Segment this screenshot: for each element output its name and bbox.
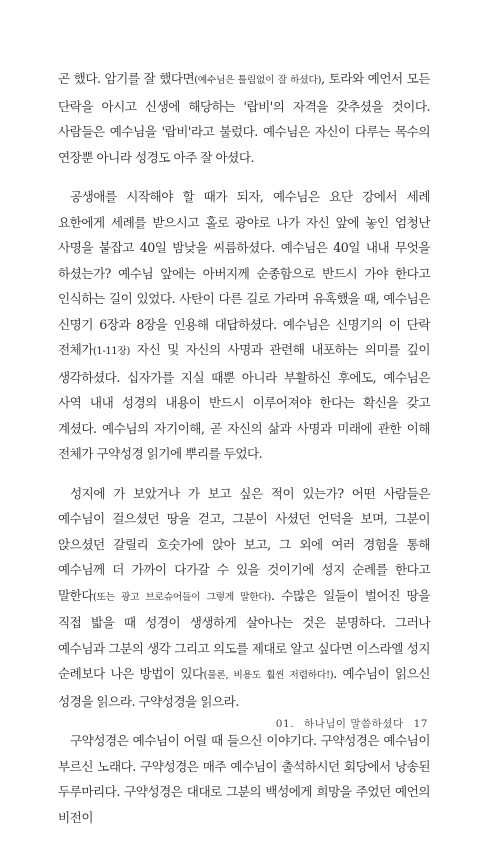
- text-segment: 성지에 가 보았거나 가 보고 싶은 적이 있는가? 어떤 사람들은 예수님이 걸으셨던 땅을 걷고, 그분이 사셨던 언덕을 보며, 그분이 앉으셨던 갈릴리 호숫가에 앉아 보고, 그 외에 여러 경험을 통해 예수님께 더 가까이 다가갈 수 있을 것이기에 성지 순례를 한다고 말한다: [58, 485, 430, 603]
- parenthetical-note: (물론, 비용도 훨씬 저렴하다!): [203, 670, 334, 681]
- text-segment: 구약성경은 예수님이 어릴 때 들으신 이야기다. 구약성경은 예수님이 부르신 노래다. 구약성경은 매주 예수님이 출석하시던 회당에서 낭송된 두루마리다. 구약성경은 대대로 그분의 백성에게 희망을 주었던 예언의 비전이: [58, 733, 430, 825]
- paragraph-4: [58, 728, 430, 830]
- parenthetical-note: (또는 광고 브로슈어들이 그렇게 말한다): [93, 591, 272, 603]
- paragraph-2: [58, 184, 430, 467]
- paragraph-3: [58, 481, 430, 715]
- text-segment: . 수많은 일들이 벌어진 땅을 직접 밟을 때 성경이 생생하게 살아나는 것은 분명하다. 그러나 예수님과 그분의 생각 그리고 의도를 제대로 알고 싶다면 이스라엘 성지 순례보다 나은 방법이 있다: [58, 587, 431, 681]
- text-segment: 공생애를 시작해야 할 때가 되자, 예수님은 요단 강에서 세례 요한에게 세례를 받으시고 홀로 광야로 나가 자신 앞에 놓인 엄청난 사명을 붙잡고 40일 밤낮을 씨름하셨다. 예수님은 40일 내내 무엇을 하셨는가? 예수님 앞에는 아버지께 순종함으로 반드시 가야 한다고 인식하는 길이 있었다. 사탄이 다른 길로 가라며 유혹했을 때, 예수님은 신명기 6장과 8장을 인용해 대답하셨다. 예수님은 신명기의 이 단락 전체가: [58, 189, 430, 357]
- text-segment: 자신 및 자신의 사명과 관련해 내포하는 의미를 깊이 생각하셨다. 십자가를 지실 때뿐 아니라 부활하신 후에도, 예수님은 사역 내내 성경의 내용이 반드시 이루어져야 한다는 확신을 갖고 계셨다. 예수님의 자기이해, 곧 자신의 삶과 사명과 미래에 관한 이해 전체가 구약성경 읽기에 뿌리를 두었다.: [58, 342, 430, 461]
- page-footer: [266, 716, 428, 731]
- paragraph-1: [58, 66, 430, 170]
- chapter-title: 하나님이 말씀하셨다: [304, 718, 404, 730]
- chapter-number: 01.: [275, 718, 294, 730]
- text-segment: , 토라와 예언서 모든 단락을 아시고 신생에 해당하는 '랍비'의 자격을 갖추셨을 것이다. 사람들은 예수님을 '랍비'라고 불렀다. 예수님은 자신이 다루는 목수의 연장뿐 아니라 성경도 아주 잘 아셨다.: [58, 71, 431, 165]
- text-segment: 곤 했다. 암기를 잘 했다면: [58, 71, 195, 86]
- text-segment: . 예수님이 읽으신 성경을 읽으라. 구약성경을 읽으라.: [58, 666, 430, 709]
- parenthetical-note: (예수님은 틀림없이 잘 하셨다): [194, 75, 322, 86]
- page-number: 17: [413, 718, 428, 730]
- parenthetical-note: (1-11장): [93, 346, 131, 357]
